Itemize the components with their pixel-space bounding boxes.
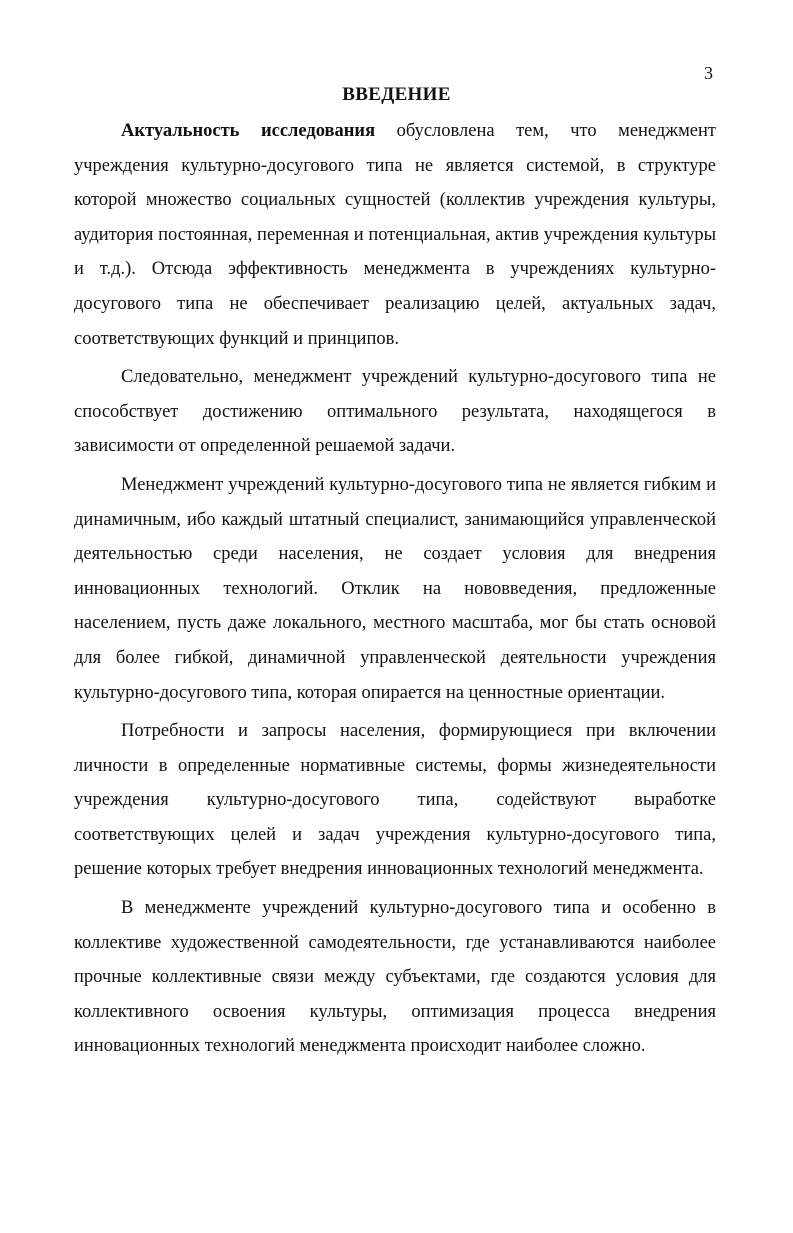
page-number: 3 (704, 63, 713, 83)
paragraph-5: В менеджменте учреждений культурно-досугового типа и особенно в коллективе художественной самодеятельности, где устанавливаются наиболее прочные коллективные связи между субъектами, где создаются условия для коллективного освоения культуры, оптимизация процесса внедрения инновационных технологий менеджмента происходит наиболее сложно. (74, 898, 716, 1057)
section-title: ВВЕДЕНИЕ (342, 84, 451, 105)
paragraph-1-lead: Актуальность исследования (121, 121, 376, 141)
paragraph-1 (74, 114, 716, 356)
paragraph-2: Следовательно, менеджмент учреждений культурно-досугового типа не способствует достижению оптимального результата, находящегося в зависимости от определенной решаемой задачи. (74, 367, 716, 457)
body-text (74, 114, 716, 1068)
paragraph-4: Потребности и запросы населения, формирующиеся при включении личности в определенные нормативные системы, формы жизнедеятельности учреждения культурно-досугового типа, содействуют выработке соответствующих целей и задач учреждения культурно-досугового типа, решение которых требует внедрения инновационных технологий менеджмента. (74, 721, 716, 880)
paragraph-3: Менеджмент учреждений культурно-досугового типа не является гибким и динамичным, ибо каждый штатный специалист, занимающийся управленческой деятельностью среди населения, не создает условия для внедрения инновационных технологий. Отклик на нововведения, предложенные населением, пусть даже локального, местного масштаба, мог бы стать основой для более гибкой, динамичной управленческой деятельности учреждения культурно-досугового типа, которая опирается на ценностные ориентации. (74, 474, 716, 703)
paragraph-1-text: обусловлена тем, что менеджмент учреждения культурно-досугового типа не является системой, в структуре которой множество социальных сущностей (коллектив учреждения культуры, аудитория постоянная, переменная и потенциальная, актив учреждения культуры и т.д.). Отсюда эффективность менеджмента в учреждениях культурно-досугового типа не обеспечивает реализацию целей, актуальных задач, соответствующих функций и принципов. (74, 121, 716, 349)
